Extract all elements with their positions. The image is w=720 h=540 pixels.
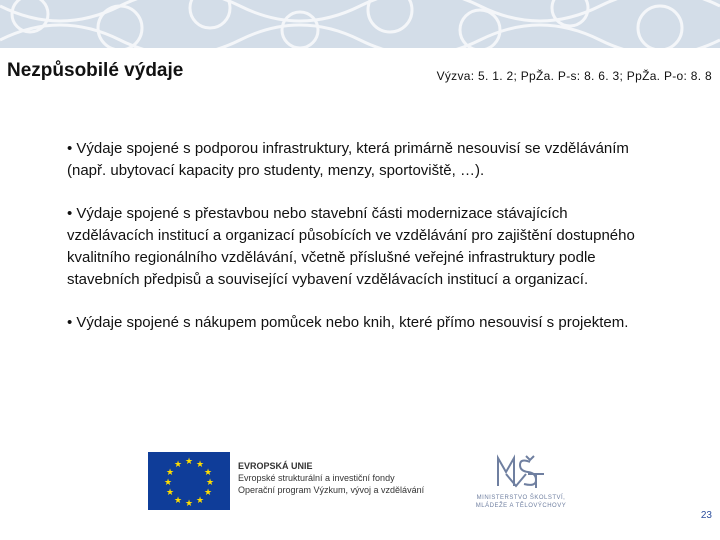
- eu-program-text: [238, 460, 424, 496]
- header-banner: [0, 0, 720, 48]
- msmt-line: MINISTERSTVO ŠKOLSTVÍ,: [476, 495, 566, 501]
- slide-title: Nezpůsobilé výdaje: [7, 60, 184, 81]
- eu-line: Operační program Výzkum, vývoj a vzdělávání: [238, 485, 425, 495]
- svg-text:★: ★: [195, 460, 205, 470]
- svg-text:★: ★: [203, 488, 213, 498]
- bullet-list: [67, 138, 637, 355]
- svg-text:★: ★: [205, 478, 215, 488]
- eu-line: EVROPSKÁ UNIE: [238, 461, 313, 471]
- eu-line: Evropské strukturální a investiční fondy: [238, 473, 395, 483]
- bullet-item: • Výdaje spojené s nákupem pomůcek nebo knih, které přímo nesouvisí s projektem.: [67, 314, 629, 331]
- eu-flag-icon: [148, 452, 230, 510]
- svg-text:★: ★: [184, 499, 194, 509]
- bullet-item: • Výdaje spojené s podporou infrastruktury, která primárně nesouvisí se vzděláváním (např. ubytovací kapacity pro studenty, menzy, sportoviště, …).: [67, 140, 629, 179]
- svg-text:★: ★: [165, 468, 175, 478]
- svg-text:★: ★: [163, 478, 173, 488]
- call-code: Výzva: 5. 1. 2; PpŽa. P-s: 8. 6. 3; PpŽa. P-o: 8. 8: [436, 69, 712, 83]
- svg-text:★: ★: [173, 460, 183, 470]
- msmt-text: [466, 494, 576, 510]
- bullet-item: • Výdaje spojené s přestavbou nebo stavební části modernizace stávajících vzdělávacích institucí a organizací působících ve vzdělávání pro zajištění dostupného kvalitního regionálního vzdělávání, včetně příslušné veřejné infrastruktury podle stavebních předpisů a související vybavení vzdělávacích institucí a organizací.: [67, 205, 635, 288]
- svg-text:★: ★: [165, 488, 175, 498]
- svg-text:★: ★: [184, 457, 194, 467]
- page-number: 23: [700, 510, 712, 521]
- svg-text:★: ★: [173, 496, 183, 506]
- svg-text:★: ★: [195, 496, 205, 506]
- msmt-line: MLÁDEŽE A TĚLOVÝCHOVY: [475, 503, 567, 509]
- banner-pattern: [0, 0, 720, 48]
- svg-text:★: ★: [203, 468, 213, 478]
